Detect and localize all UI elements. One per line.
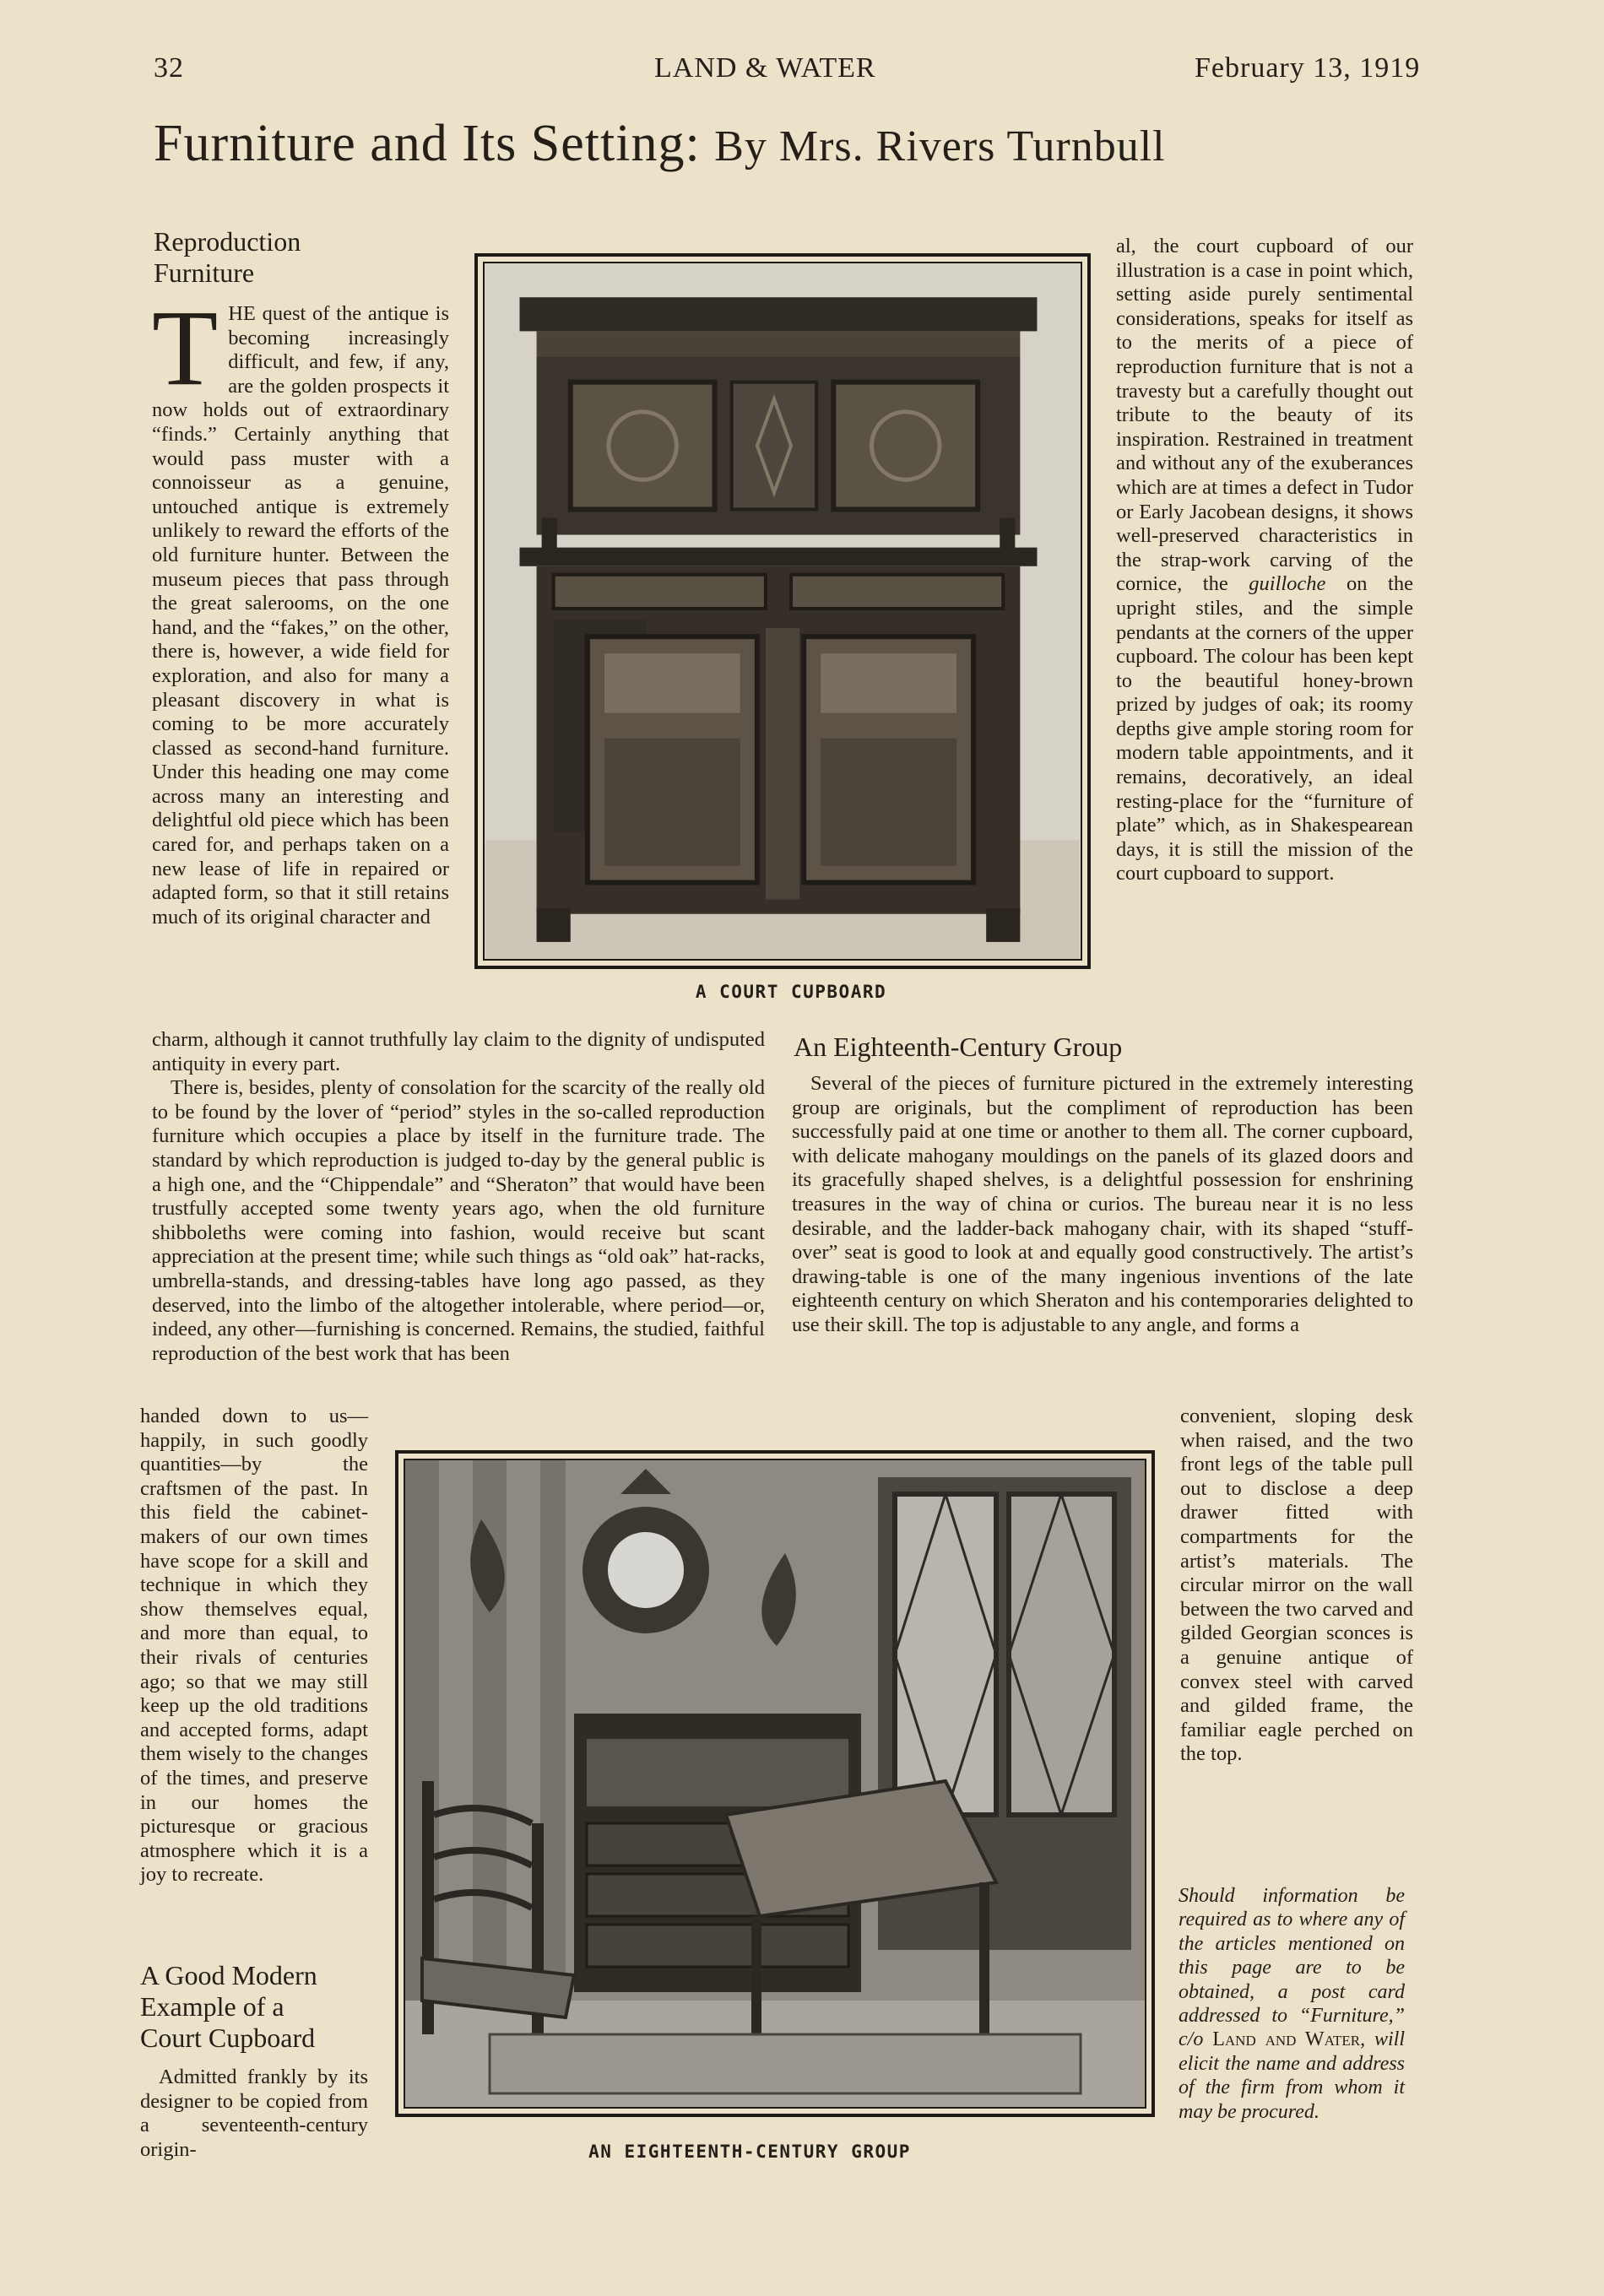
paragraph-text: charm, although it cannot truthfully lay claim to the dignity of undisputed antiquity in every part. (152, 1028, 765, 1075)
drop-cap: T (152, 288, 219, 408)
magazine-name: LAND & WATER (654, 52, 876, 84)
caption-eighteenth-century-group: AN EIGHTEENTH-CENTURY GROUP (588, 2142, 911, 2162)
paragraph-text: al, the court cupboard of our illustration is a case in point which, setting aside purely sentimental considerations, speaks for itself as to the merits of a piece of reproduction furniture that is not a travesty but a carefully thought out tribute to the beauty of its inspiration. Restrained in treatment and without any of the exuberances which are at times a defect in Tudor or Early Jacobean designs, it shows well-preserved characteristics in the strap-work carving of the cornice, the (1116, 235, 1413, 596)
heading-line: Court Cupboard (140, 2023, 316, 2053)
section-heading-eighteenth-century: An Eighteenth-Century Group (794, 1032, 1123, 1062)
note-text: , will elicit the name and address of the firm from whom it may be procured. (1179, 2028, 1406, 2123)
issue-date: February 13, 1919 (1195, 52, 1421, 84)
column-right-top (1116, 235, 1413, 886)
note-brand: Land and Water (1212, 2028, 1361, 2051)
heading-line: Furniture (154, 257, 255, 288)
title-byline: By Mrs. Rivers Turnbull (714, 122, 1166, 171)
eighteenth-century-group-illustration (405, 1460, 1145, 2107)
page-number: 32 (154, 52, 184, 84)
paragraph-text: There is, besides, plenty of consolation for the scarcity of the really old to be found by the lover of “period” styles in the so-called reproduction furniture which occupies a place by itself in the furniture trade. The standard by which reproduction is judged to-day by the general public is a high one, and the “Chippendale” and “Sheraton” that would have been trustfully accepted some twenty years ago, when the old furniture shibboleths were coming into fashion, would receive but scant appreciation at the present time; while such things as “old oak” hat-racks, umbrella-stands, and dressing-tables have long ago passed, as they deserved, into the limbo of the altogether intolerable, where period—or, indeed, any other—furnishing is concerned. Remains, the studied, faithful reproduction of the best work that has been (152, 1076, 765, 1365)
column-left-top (152, 288, 449, 929)
article-title (154, 114, 1420, 174)
court-cupboard-photo-frame (474, 253, 1091, 969)
paragraph-text: handed down to us—happily, in such goodly quantities—by the craftsmen of the past. In this field the cabinet-makers of our own times have scope for a skill and technique in which they show themselves equal, and more than equal, to their rivals of centuries ago; so that we may still keep up the old traditions and accepted forms, adapt them wisely to the changes of the times, and preserve in our homes the picturesque or gracious atmosphere which it is a joy to recreate. (140, 1405, 368, 1887)
paragraph-text: convenient, sloping desk when raised, and the two front legs of the table pull out to disclose a deep drawer fitted with compartments for the artist’s materials. The circular mirror on the wall between the two carved and gilded Georgian sconces is a genuine antique of convex steel with carved and gilded frame, the familiar eagle perched on the top. (1180, 1405, 1413, 1766)
paragraph-text: on the upright stiles, and the simple pendants at the corners of the upper cupboard. The colour has been kept to the beautiful honey-brown prized by judges of oak; its roomy depths give ample storing room for modern table appointments, and it remains, decoratively, an ideal resting-place for the “furniture of plate” which, as in Shakespearean days, it is still the mission of the court cupboard to support. (1116, 572, 1413, 885)
column-left-bottom (140, 2066, 368, 2162)
paragraph-text: Admitted frankly by its designer to be copied from a seventeenth-century origin- (140, 2066, 368, 2161)
section-heading-modern-example (140, 1960, 368, 2054)
column-left-wide (152, 1028, 765, 1366)
title-main: Furniture and Its Setting: (154, 115, 701, 172)
heading-line: A Good Modern (140, 1960, 317, 1990)
group-photo-frame (395, 1450, 1155, 2117)
heading-line: Reproduction (154, 226, 301, 257)
paragraph-text: Several of the pieces of furniture pictured in the extremely interesting group are originals, but the compliment of reproduction has been successfully paid at one time or another to them all. The corner cupboard, with delicate mahogany mouldings on the panels of its glazed doors and its gracefully shaped shelves, is a delightful possession for enshrining treasures in the way of china or curios. The bureau near it is no less desirable, and the ladder-back mahogany chair, with its shaped “stuff-over” seat is good to look at and equally good constructively. The artist’s drawing-table is one of the many ingenious inventions of the late eighteenth century on which Sheraton and his contemporaries delighted to use their skill. The top is adjustable to any angle, and forms a (792, 1072, 1413, 1336)
paragraph-text: HE quest of the antique is becoming increasingly difficult, and few, if any, are the golden prospects it now holds out of extraordinary “finds.” Certainly anything that would pass muster with a connoisseur as a genuine, untouched antique is extremely unlikely to reward the efforts of the old furniture hunter. Between the museum pieces that pass through the great salerooms, on the one hand, and the “fakes,” on the other, there is, however, a wide field for exploration, and also for many a pleasant discovery in what is coming to be more accurately classed as second-hand furniture. Under this heading one may come across many an interesting and delightful old piece which has been cared for, and perhaps taken on a new lease of life in repaired or adapted form, so that it still retains much of its original character and (152, 302, 449, 929)
section-heading-reproduction (154, 226, 441, 289)
column-left-lower (140, 1405, 368, 1887)
heading-line: Example of a (140, 1991, 284, 2022)
court-cupboard-illustration (485, 263, 1081, 959)
italic-term: guilloche (1249, 572, 1326, 596)
column-right-lower (1180, 1405, 1413, 1767)
caption-court-cupboard: A COURT CUPBOARD (695, 982, 887, 1002)
note-text: Should information be required as to where any of the articles mentioned on this page are to be obtained, a post card addressed to “Furniture,” c/o (1179, 1885, 1405, 2051)
column-right-mid (792, 1072, 1413, 1338)
inquiry-note (1179, 1884, 1405, 2124)
